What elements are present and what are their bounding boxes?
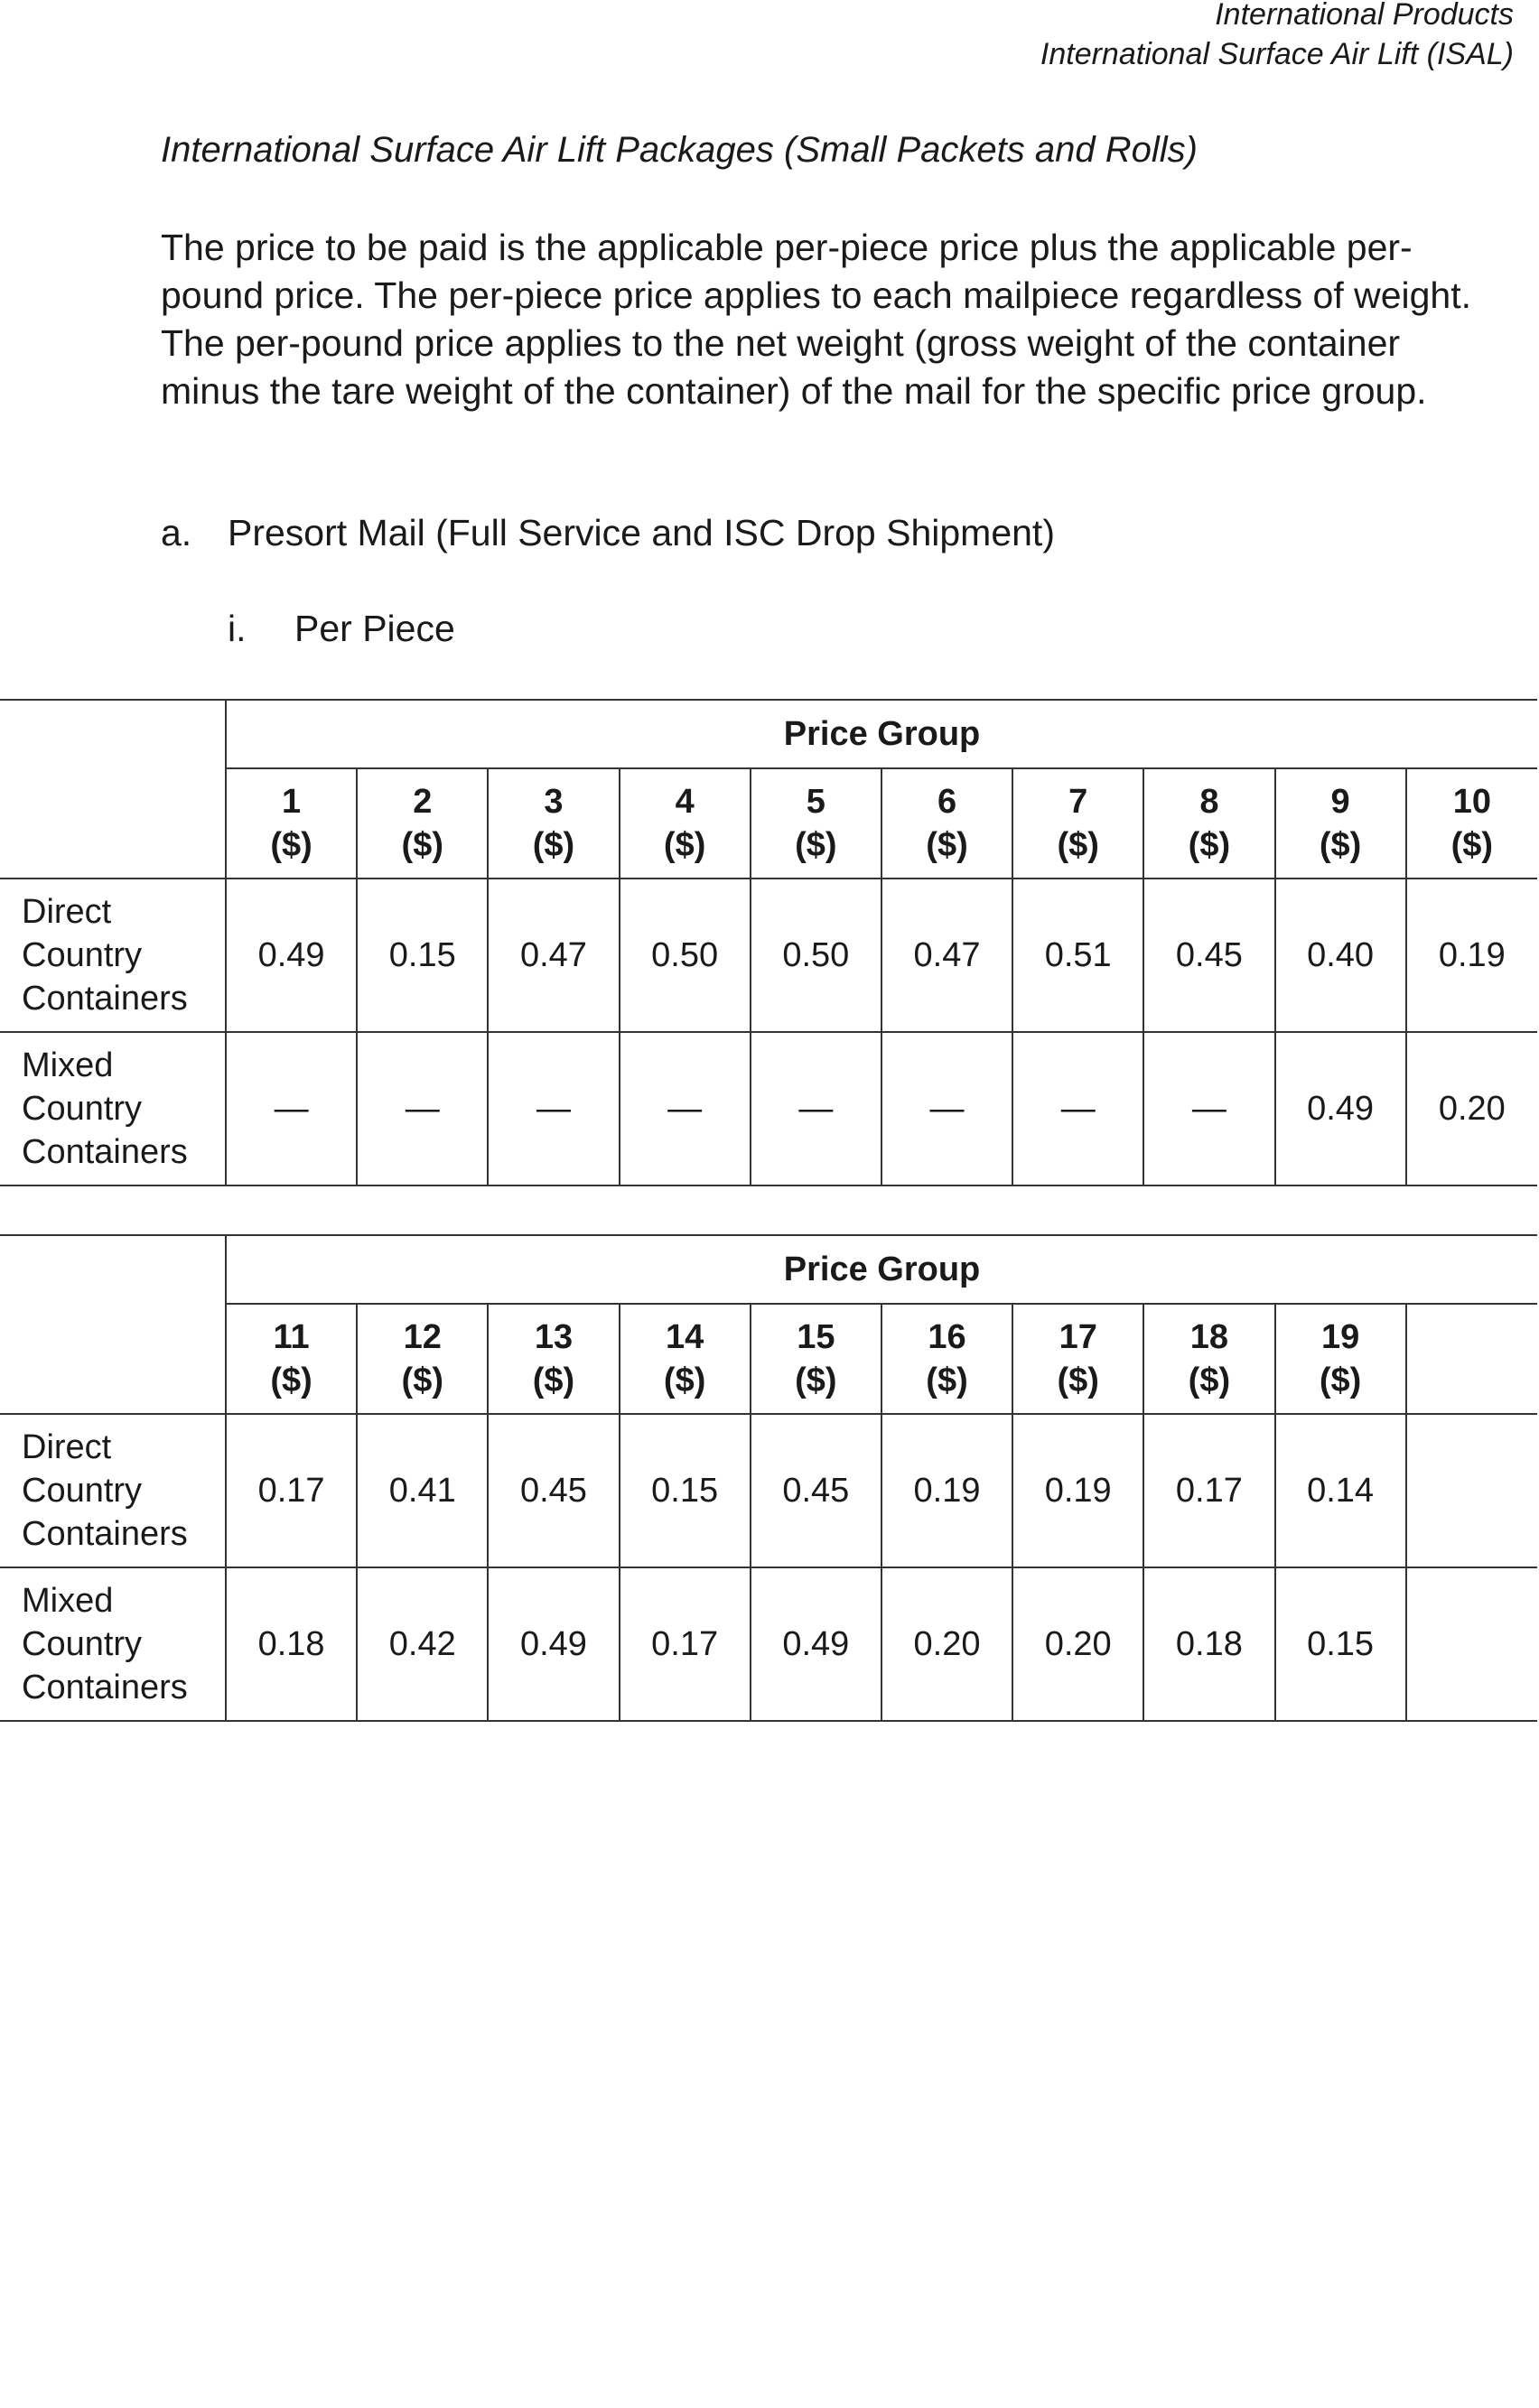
price-group-unit: ($): [795, 1362, 837, 1399]
price-group-number: 3: [544, 783, 564, 821]
price-group-column-header: [488, 768, 619, 879]
price-cell: 0.15: [620, 1414, 751, 1567]
price-group-header: Price Group: [226, 700, 1537, 768]
table-corner-cell: [0, 700, 226, 879]
price-group-unit: ($): [270, 1362, 312, 1399]
price-cell: —: [488, 1032, 619, 1185]
price-cell: —: [226, 1032, 357, 1185]
price-group-number: 10: [1452, 783, 1491, 821]
price-group-unit: ($): [926, 1362, 968, 1399]
price-group-header: Price Group: [226, 1235, 1537, 1304]
price-cell: 0.17: [620, 1567, 751, 1721]
price-group-unit: ($): [926, 826, 968, 864]
row-label-line: Containers: [22, 980, 188, 1018]
table-row: [0, 1032, 1537, 1185]
price-group-number: 2: [413, 783, 433, 821]
price-cell: 0.15: [1275, 1567, 1406, 1721]
price-group-unit: ($): [1450, 826, 1494, 864]
price-cell: [1406, 1414, 1537, 1567]
price-group-number: 13: [534, 1318, 574, 1356]
row-label: [0, 1032, 226, 1185]
price-cell: 0.18: [1143, 1567, 1274, 1721]
row-label: [0, 1567, 226, 1721]
row-label: [0, 1414, 226, 1567]
price-group-number: 16: [928, 1318, 966, 1356]
price-cell: 0.19: [881, 1414, 1012, 1567]
row-label-line: Containers: [22, 1669, 188, 1706]
price-group-unit: ($): [795, 826, 837, 864]
price-group-unit: ($): [532, 826, 575, 864]
price-cell: 0.41: [357, 1414, 488, 1567]
price-cell: 0.19: [1406, 879, 1537, 1032]
price-group-number: 14: [666, 1318, 704, 1356]
price-group-unit: ($): [401, 826, 443, 864]
list-item-a: [161, 509, 1055, 556]
price-group-column-header: [357, 1304, 488, 1414]
price-cell: —: [620, 1032, 751, 1185]
price-group-column-header: [1275, 1304, 1406, 1414]
price-group-number: 15: [797, 1318, 835, 1356]
pricing-paragraph: The price to be paid is the applicable per-piece price plus the applicable per-pound price. The per-piece price applies to each mailpiece regardless of weight. The per-pound price applies to the net weight (gross weight of the container minus the tare weight of the container) of the mail for the specific price group.: [161, 227, 1472, 412]
row-label-line: Containers: [22, 1515, 188, 1553]
price-group-number: 19: [1320, 1318, 1360, 1356]
row-label-line: Mixed: [22, 1582, 114, 1620]
list-item-i: [228, 605, 455, 652]
price-cell: 0.49: [488, 1567, 619, 1721]
price-group-unit: ($): [1319, 826, 1362, 864]
price-group-column-header: [1143, 1304, 1274, 1414]
price-cell: 0.49: [751, 1567, 881, 1721]
price-group-unit: ($): [663, 826, 706, 864]
price-cell: —: [1012, 1032, 1143, 1185]
price-cell: 0.51: [1012, 879, 1143, 1032]
price-group-unit: ($): [532, 1362, 575, 1399]
price-group-column-header: [1012, 768, 1143, 879]
price-group-column-header: [751, 768, 881, 879]
price-group-number: 6: [937, 783, 957, 821]
price-cell: 0.47: [488, 879, 619, 1032]
price-cell: 0.49: [226, 879, 357, 1032]
price-group-number: 7: [1068, 783, 1088, 821]
price-cell: 0.15: [357, 879, 488, 1032]
list-text-i: Per Piece: [294, 608, 455, 649]
table-row: [0, 879, 1537, 1032]
row-label-line: Country: [22, 1625, 143, 1663]
price-group-unit: ($): [1188, 826, 1231, 864]
price-group-number: 12: [403, 1318, 442, 1356]
price-group-number: 4: [675, 783, 695, 821]
table-corner-cell: [0, 1235, 226, 1414]
price-cell: 0.45: [751, 1414, 881, 1567]
row-label-line: Country: [22, 936, 143, 974]
price-group-number: 1: [282, 783, 302, 821]
price-group-column-header: [1012, 1304, 1143, 1414]
price-table-2: [0, 1234, 1537, 1722]
price-group-column-header: [881, 768, 1012, 879]
price-cell: 0.20: [1012, 1567, 1143, 1721]
price-cell: 0.50: [751, 879, 881, 1032]
price-group-unit: ($): [270, 826, 312, 864]
price-cell: 0.20: [881, 1567, 1012, 1721]
price-group-column-header: [1275, 768, 1406, 879]
price-group-column-header: [1406, 768, 1537, 879]
price-group-column-header: [357, 768, 488, 879]
row-label-line: Containers: [22, 1133, 188, 1171]
row-label-line: Direct: [22, 1428, 112, 1466]
price-cell: 0.18: [226, 1567, 357, 1721]
price-group-unit: ($): [401, 1362, 443, 1399]
price-cell: —: [751, 1032, 881, 1185]
price-group-column-header: [881, 1304, 1012, 1414]
price-cell: 0.42: [357, 1567, 488, 1721]
price-group-number: 9: [1330, 783, 1350, 821]
price-group-column-header: [620, 768, 751, 879]
price-group-column-header: [226, 768, 357, 879]
price-group-unit: ($): [1057, 1362, 1099, 1399]
price-group-number: 8: [1199, 783, 1219, 821]
price-group-column-header: [1406, 1304, 1537, 1414]
running-header-line-1: International Products: [1215, 0, 1514, 32]
price-cell: 0.47: [881, 879, 1012, 1032]
price-group-number: 11: [273, 1318, 310, 1356]
price-group-column-header: [226, 1304, 357, 1414]
running-header: [1040, 0, 1514, 74]
price-cell: —: [1143, 1032, 1274, 1185]
price-cell: 0.50: [620, 879, 751, 1032]
price-cell: 0.17: [226, 1414, 357, 1567]
table-row: [0, 1567, 1537, 1721]
price-group-unit: ($): [1319, 1362, 1362, 1399]
price-cell: 0.45: [488, 1414, 619, 1567]
price-cell: 0.49: [1275, 1032, 1406, 1185]
price-group-column-header: [488, 1304, 619, 1414]
price-cell: 0.17: [1143, 1414, 1274, 1567]
row-label-line: Direct: [22, 893, 112, 931]
row-label-line: Country: [22, 1090, 143, 1128]
price-group-number: 5: [806, 783, 825, 821]
price-group-number: 17: [1059, 1318, 1097, 1356]
list-marker-i: i.: [228, 608, 247, 649]
running-header-line-2: International Surface Air Lift (ISAL): [1040, 37, 1514, 71]
price-cell: 0.19: [1012, 1414, 1143, 1567]
row-label-line: Country: [22, 1472, 143, 1510]
price-group-column-header: [620, 1304, 751, 1414]
price-group-unit: ($): [663, 1362, 706, 1399]
price-group-column-header: [751, 1304, 881, 1414]
price-cell: 0.45: [1143, 879, 1274, 1032]
list-marker-a: a.: [161, 512, 192, 553]
list-text-a: Presort Mail (Full Service and ISC Drop Shipment): [228, 512, 1055, 553]
price-group-unit: ($): [1188, 1362, 1231, 1399]
price-cell: 0.20: [1406, 1032, 1537, 1185]
row-label: [0, 879, 226, 1032]
price-group-unit: ($): [1057, 826, 1099, 864]
price-cell: —: [357, 1032, 488, 1185]
price-table-1: [0, 699, 1537, 1186]
price-group-column-header: [1143, 768, 1274, 879]
table-row: [0, 1414, 1537, 1567]
price-group-number: 18: [1189, 1318, 1229, 1356]
price-cell: 0.40: [1275, 879, 1406, 1032]
price-cell: [1406, 1567, 1537, 1721]
price-cell: —: [881, 1032, 1012, 1185]
row-label-line: Mixed: [22, 1046, 114, 1084]
price-cell: 0.14: [1275, 1414, 1406, 1567]
section-title: International Surface Air Lift Packages (Small Packets and Rolls): [161, 130, 1198, 170]
